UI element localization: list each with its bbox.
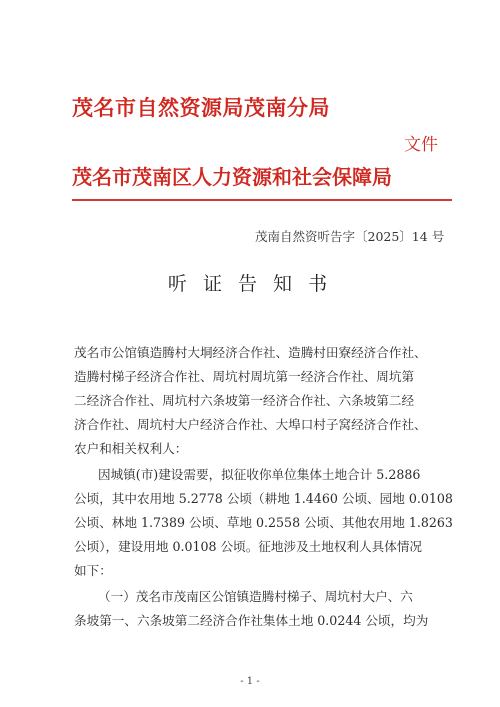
body-line: 条坡第一、六条坡第二经济合作社集体土地 0.0244 公顷，均为	[74, 613, 429, 628]
body-line: 造腾村梯子经济合作社、周坑村周坑第一经济合作社、周坑第	[74, 369, 415, 384]
red-divider	[72, 199, 452, 201]
document-number: 茂南自然资听告字〔2025〕14 号	[255, 229, 445, 244]
document-title: 听 证 告 知 书	[167, 273, 333, 295]
body-line: 公顷），建设用地 0.0108 公顷。征地涉及土地权利人具体情况	[74, 539, 423, 554]
body-line: 如下：	[74, 563, 112, 578]
header-wenjian: 文件	[404, 135, 438, 155]
body-line: （一）茂名市茂南区公馆镇造腾村梯子、周坑村大户、六	[98, 589, 413, 604]
body-line: 公顷，其中农用地 5.2778 公顷（耕地 1.4460 公顷、园地 0.0108	[74, 491, 453, 506]
body-line: 济合作社、周坑村大户经济合作社、大埠口村子窝经济合作社、	[74, 417, 427, 432]
header-issuer-1: 茂名市自然资源局茂南分局	[72, 95, 330, 120]
body-line: 因城镇(市)建设需要，拟征收你单位集体土地合计 5.2886	[98, 467, 421, 482]
body-line: 公顷、林地 1.7389 公顷、草地 0.2558 公顷、其他农用地 1.8263	[74, 515, 453, 530]
body-line: 茂名市公馆镇造腾村大垌经济合作社、造腾村田寮经济合作社、	[74, 345, 427, 360]
header-issuer-2: 茂名市茂南区人力资源和社会保障局	[72, 165, 392, 189]
body-line: 二经济合作社、周坑村六条坡第一经济合作社、六条坡第二经	[74, 393, 415, 408]
page-number: - 1 -	[240, 676, 260, 687]
body-line: 农户和相关权利人：	[74, 441, 188, 456]
